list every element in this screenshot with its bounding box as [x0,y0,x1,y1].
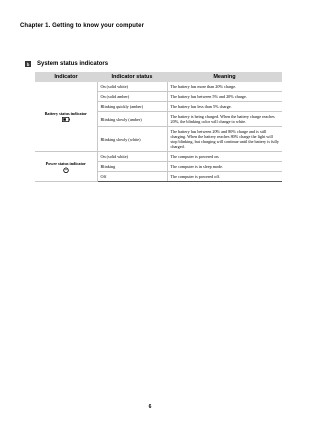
meaning-cell: The battery has less than 5% charge. [167,102,282,112]
battery-indicator-cell [35,82,97,152]
page-number: 6 [148,404,152,410]
table-row [35,152,282,162]
column-header: Indicator [35,72,97,82]
meaning-cell: The battery has between 5% and 20% charge. [167,92,282,102]
status-cell: On (solid white) [97,82,167,92]
column-header: Meaning [167,72,282,82]
status-cell: Blinking [97,162,167,172]
battery-icon [62,117,70,122]
indicator-label: Power status indicator [45,160,86,166]
meaning-cell: The computer is powered on. [167,152,282,162]
indicator-label: Battery status indicator [44,111,87,116]
power-icon [63,167,69,173]
section-badge: b [26,61,30,67]
status-cell: Blinking slowly (amber) [97,112,167,127]
section-title: System status indicators [37,61,109,67]
meaning-cell: The battery is being charged. When the battery charge reaches 20%, the blinking color will change to white. [167,112,282,127]
meaning-cell: The battery has more than 20% charge. [167,82,282,92]
power-indicator-cell [35,152,97,182]
meaning-cell: The computer is powered off. [167,172,282,182]
chapter-title: Chapter 1. Getting to know your computer [20,23,145,29]
status-cell: On (solid amber) [97,92,167,102]
status-cell: Blinking slowly (white) [97,127,167,152]
column-header: Indicator status [97,72,167,82]
meaning-cell: The battery has between 20% and 80% charge and is still charging. When the battery reaches 80% charge the light will stop blinking, but charging will continue until the battery is fully charged. [167,127,282,152]
status-cell: Off [97,172,167,182]
status-cell: Blinking quickly (amber) [97,102,167,112]
status-indicators-table [35,72,282,182]
table-row [35,82,282,92]
meaning-cell: The computer is in sleep mode. [167,162,282,172]
table-header-row [35,72,282,82]
section-heading [25,61,108,67]
status-cell: On (solid white) [97,152,167,162]
